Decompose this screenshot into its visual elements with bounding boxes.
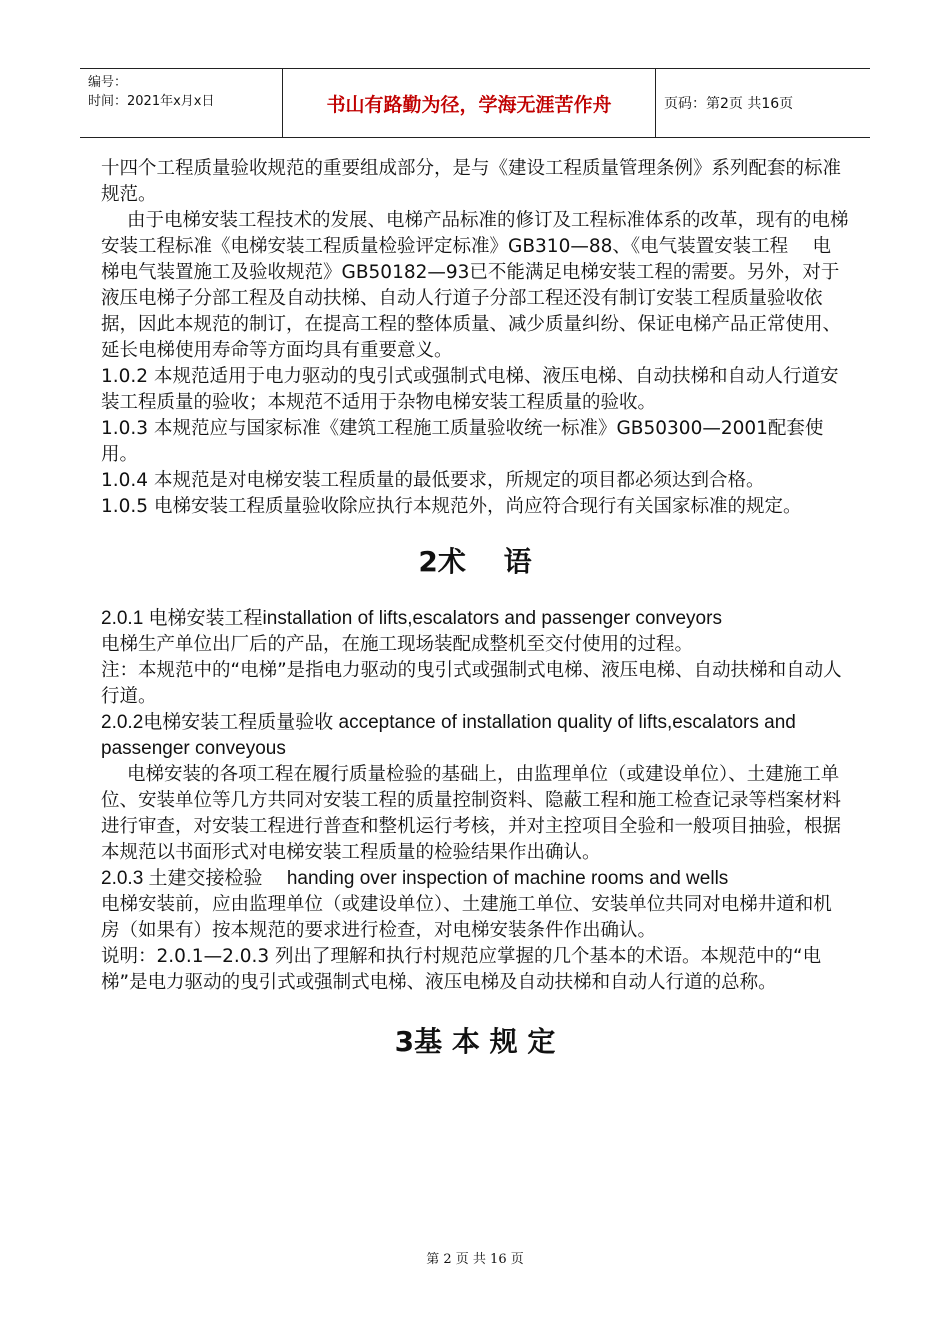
note: 注：本规范中的“电梯”是指电力驱动的曳引式或强制式电梯、液压电梯、自动扶梯和自动人行道。 [101,660,842,707]
page-footer: 第 2 页 共 16 页 [426,1252,524,1267]
term-2-0-3: 2.0.3 土建交接检验 handing over inspection of machine rooms and wells [101,868,729,889]
clause-1-0-2: 1.0.2 本规范适用于电力驱动的曳引式或强制式电梯、液压电梯、自动扶梯和自动人行道安装工程质量的验收；本规范不适用于杂物电梯安装工程质量的验收。 [101,366,839,413]
term-2-0-1: 2.0.1 电梯安装工程installation of lifts,escalators and passenger conveyors [101,608,722,629]
term-2-0-2-definition: 电梯安装的各项工程在履行质量检验的基础上，由监理单位（或建设单位）、土建施工单位、安装单位等几方共同对安装工程的质量控制资料、隐蔽工程和施工检查记录等档案材料进行审查，对安装工程进行普查和整机运行考核，并对主控项目全验和一般项目抽验，根据本规范以书面形式对电梯安装工程质量的检验结果作出确认。 [101,764,842,863]
number-label: 编号： [88,75,128,90]
clause-1-0-5: 1.0.5 电梯安装工程质量验收除应执行本规范外，尚应符合现行有关国家标准的规定。 [101,496,802,517]
clause-1-0-3: 1.0.3 本规范应与国家标准《建筑工程施工质量验收统一标准》GB50300—2001配套使用。 [101,418,824,465]
section-heading-2: 2术 语 [418,545,532,578]
term-2-0-3-definition: 电梯安装前，应由监理单位（或建设单位）、土建施工单位、安装单位共同对电梯井道和机房（如果有）按本规范的要求进行检查，对电梯安装条件作出确认。 [101,894,832,941]
date-label: 时间：2021年x月x日 [88,94,215,109]
header-page-info: 页码：第2页 共16页 [664,96,794,112]
page-header [80,68,870,138]
clause-1-0-4: 1.0.4 本规范是对电梯安装工程质量的最低要求，所规定的项目都必须达到合格。 [101,470,765,491]
document-body [101,156,849,1062]
header-meta [80,69,283,137]
explanation: 说明：2.0.1—2.0.3 列出了理解和执行村规范应掌握的几个基本的术语。本规范中的“电梯”是电力驱动的曳引式或强制式电梯、液压电梯及自动扶梯和自动人行道的总称。 [101,946,822,993]
paragraph: 由于电梯安装工程技术的发展、电梯产品标准的修订及工程标准体系的改革，现有的电梯安装工程标准《电梯安装工程质量检验评定标准》GB310—88、《电气装置安装工程 电梯电气装置施工及验收规范》GB50182—93已不能满足电梯安装工程的需要。另外，对于液压电梯子分部工程及自动扶梯、自动人行道子分部工程还没有制订安装工程质量验收依据，因此本规范的制订，在提高工程的整体质量、减少质量纠纷、保证电梯产品正常使用、延长电梯使用寿命等方面均具有重要意义。 [101,210,849,361]
term-2-0-1-definition: 电梯生产单位出厂后的产品，在施工现场装配成整机至交付使用的过程。 [101,634,694,655]
header-motto: 书山有路勤为径，学海无涯苦作舟 [283,69,656,137]
term-2-0-2: 2.0.2电梯安装工程质量验收 acceptance of installation quality of lifts,escalators and passenger conveyous [101,712,796,759]
section-heading-3: 3基 本 规 定 [394,1025,556,1058]
paragraph: 十四个工程质量验收规范的重要组成部分，是与《建设工程质量管理条例》系列配套的标准规范。 [101,158,842,205]
